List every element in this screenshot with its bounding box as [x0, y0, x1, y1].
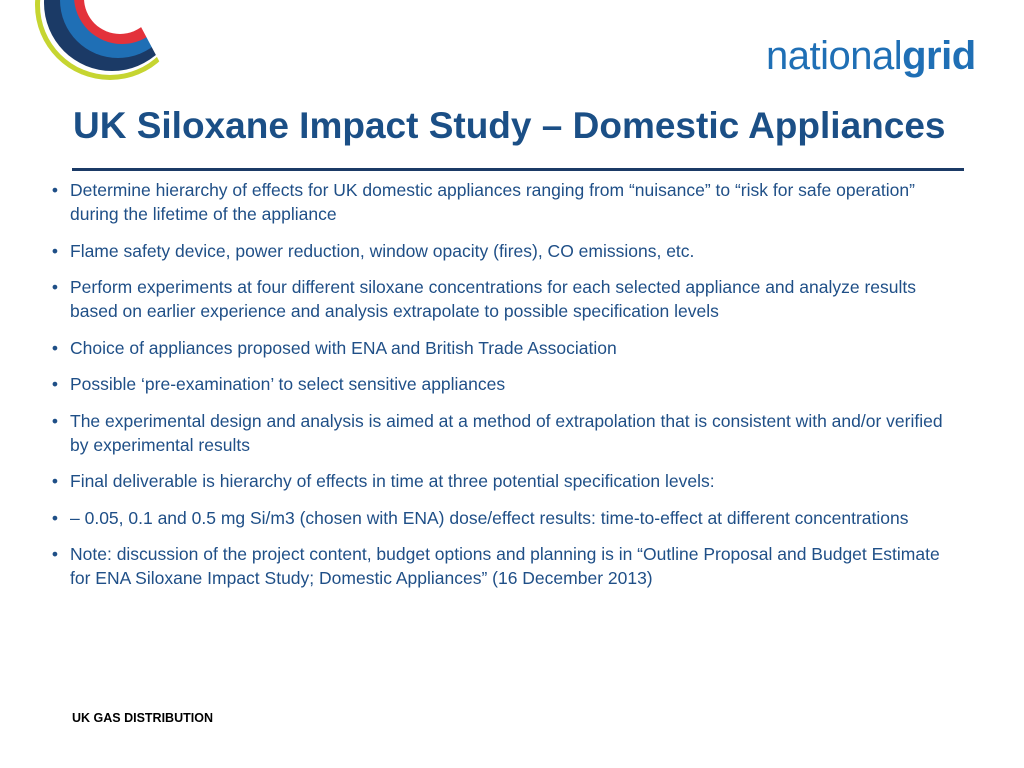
- wordmark-national: national: [766, 34, 903, 78]
- bullet-text: Note: discussion of the project content, budget options and planning is in “Outline Proposal and Budget Estimate for ENA Siloxane Impact Study; Domestic Appliances” (16 December 2013): [70, 544, 940, 588]
- bullet-item: [48, 469, 943, 493]
- bullet-item: [48, 542, 943, 590]
- wordmark-grid: grid: [902, 34, 976, 78]
- slide-title: UK Siloxane Impact Study – Domestic Appliances: [73, 105, 946, 146]
- bullet-dot: •: [51, 410, 59, 431]
- bullet-item: [48, 506, 943, 530]
- title-underline: [72, 168, 964, 171]
- bullet-item: [48, 239, 943, 263]
- national-grid-logo-mark: [0, 0, 200, 90]
- bullet-item: [48, 275, 943, 323]
- bullet-dot: •: [51, 277, 59, 297]
- national-grid-wordmark: [766, 36, 976, 76]
- bullet-text: Flame safety device, power reduction, window opacity (fires), CO emissions, etc.: [70, 240, 695, 261]
- bullet-item: [48, 178, 943, 226]
- bullet-dot: •: [51, 240, 59, 261]
- bullet-text: Choice of appliances proposed with ENA and British Trade Association: [70, 337, 617, 358]
- bullet-dot: •: [51, 337, 59, 358]
- bullet-dot: •: [51, 507, 59, 528]
- bullet-text: Possible ‘pre-examination’ to select sensitive appliances: [70, 374, 506, 394]
- bullet-text: The experimental design and analysis is aimed at a method of extrapolation that is consistent with and/or verified by experimental results: [70, 410, 943, 455]
- logo-rings-icon: [0, 0, 200, 90]
- bullet-item: [48, 372, 943, 396]
- bullet-text: Perform experiments at four different siloxane concentrations for each selected appliance and analyze results based on earlier experience and analysis extrapolate to possible specification levels: [70, 277, 916, 321]
- bullet-dot: •: [51, 374, 59, 394]
- bullet-dot: •: [51, 471, 59, 491]
- bullet-text: Determine hierarchy of effects for UK domestic appliances ranging from “nuisance” to “risk for safe operation” during the lifetime of the appliance: [70, 180, 915, 224]
- bullet-dot: •: [51, 544, 59, 564]
- bullet-item: [48, 409, 943, 457]
- bullet-item: [48, 336, 943, 360]
- bullet-text: Final deliverable is hierarchy of effects in time at three potential specification levels:: [70, 471, 715, 491]
- bullet-text: – 0.05, 0.1 and 0.5 mg Si/m3 (chosen with ENA) dose/effect results: time-to-effect at different concentrations: [70, 507, 909, 528]
- footer-label: UK GAS DISTRIBUTION: [72, 711, 213, 725]
- bullet-list: [48, 178, 943, 603]
- bullet-dot: •: [51, 180, 59, 200]
